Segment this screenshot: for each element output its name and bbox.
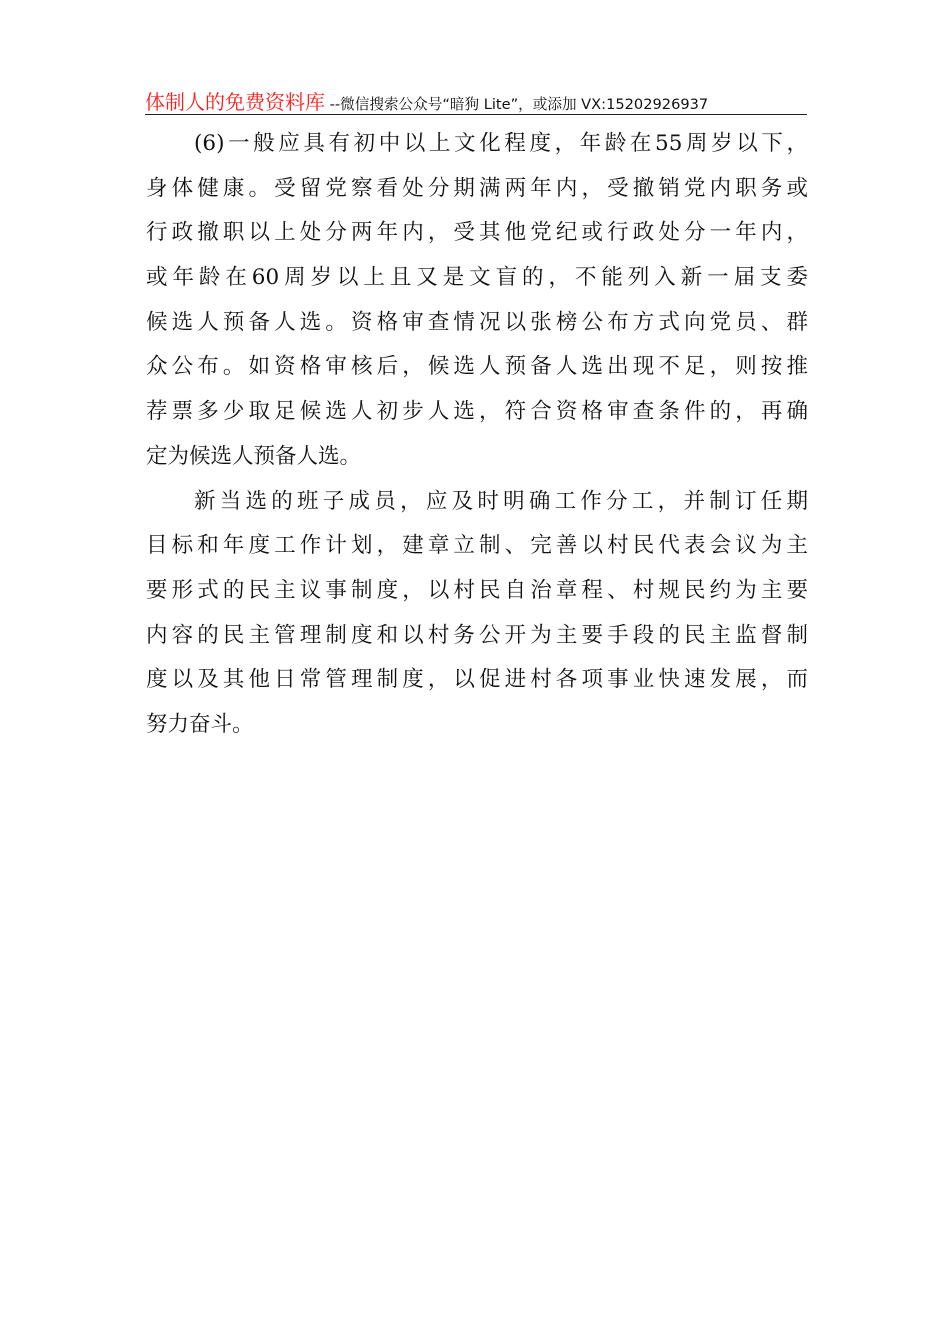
text-line: 定为候选人预备人选。: [146, 443, 362, 469]
header-contact-note: --微信搜索公众号“暗狗 Lite”，或添加 VX:15202926937: [325, 96, 709, 113]
page-header: [145, 86, 807, 115]
text-line: (6)一般应具有初中以上文化程度，年龄在55周岁以下，: [194, 131, 808, 156]
paragraph-candidate-qualifications: [146, 122, 808, 480]
text-line: 行政撤职以上处分两年内，受其他党纪或行政处分一年内，: [146, 220, 808, 246]
text-line: 新当选的班子成员，应及时明确工作分工，并制订任期: [194, 488, 808, 514]
text-line: 要形式的民主议事制度，以村民自治章程、村规民约为主要: [146, 577, 808, 603]
text-line: 努力奋斗。: [146, 711, 254, 737]
text-line: 度以及其他日常管理制度，以促进村各项事业快速发展，而: [146, 667, 808, 693]
text-line: 众公布。如资格审核后，候选人预备人选出现不足，则按推: [146, 354, 808, 380]
paragraph-new-team-duties: [146, 480, 808, 748]
text-line: 荐票多少取足候选人初步人选，符合资格审查条件的，再确: [146, 399, 808, 425]
header-brand-text: 体制人的免费资料库: [145, 90, 325, 114]
text-line: 目标和年度工作计划，建章立制、完善以村民代表会议为主: [146, 533, 808, 559]
text-line: 候选人预备人选。资格审查情况以张榜公布方式向党员、群: [146, 309, 808, 335]
document-body: [146, 122, 808, 748]
text-line: 身体健康。受留党察看处分期满两年内，受撤销党内职务或: [146, 175, 808, 201]
text-line: 内容的民主管理制度和以村务公开为主要手段的民主监督制: [146, 622, 808, 648]
text-line: 或年龄在60周岁以上且又是文盲的，不能列入新一届支委: [146, 265, 808, 291]
